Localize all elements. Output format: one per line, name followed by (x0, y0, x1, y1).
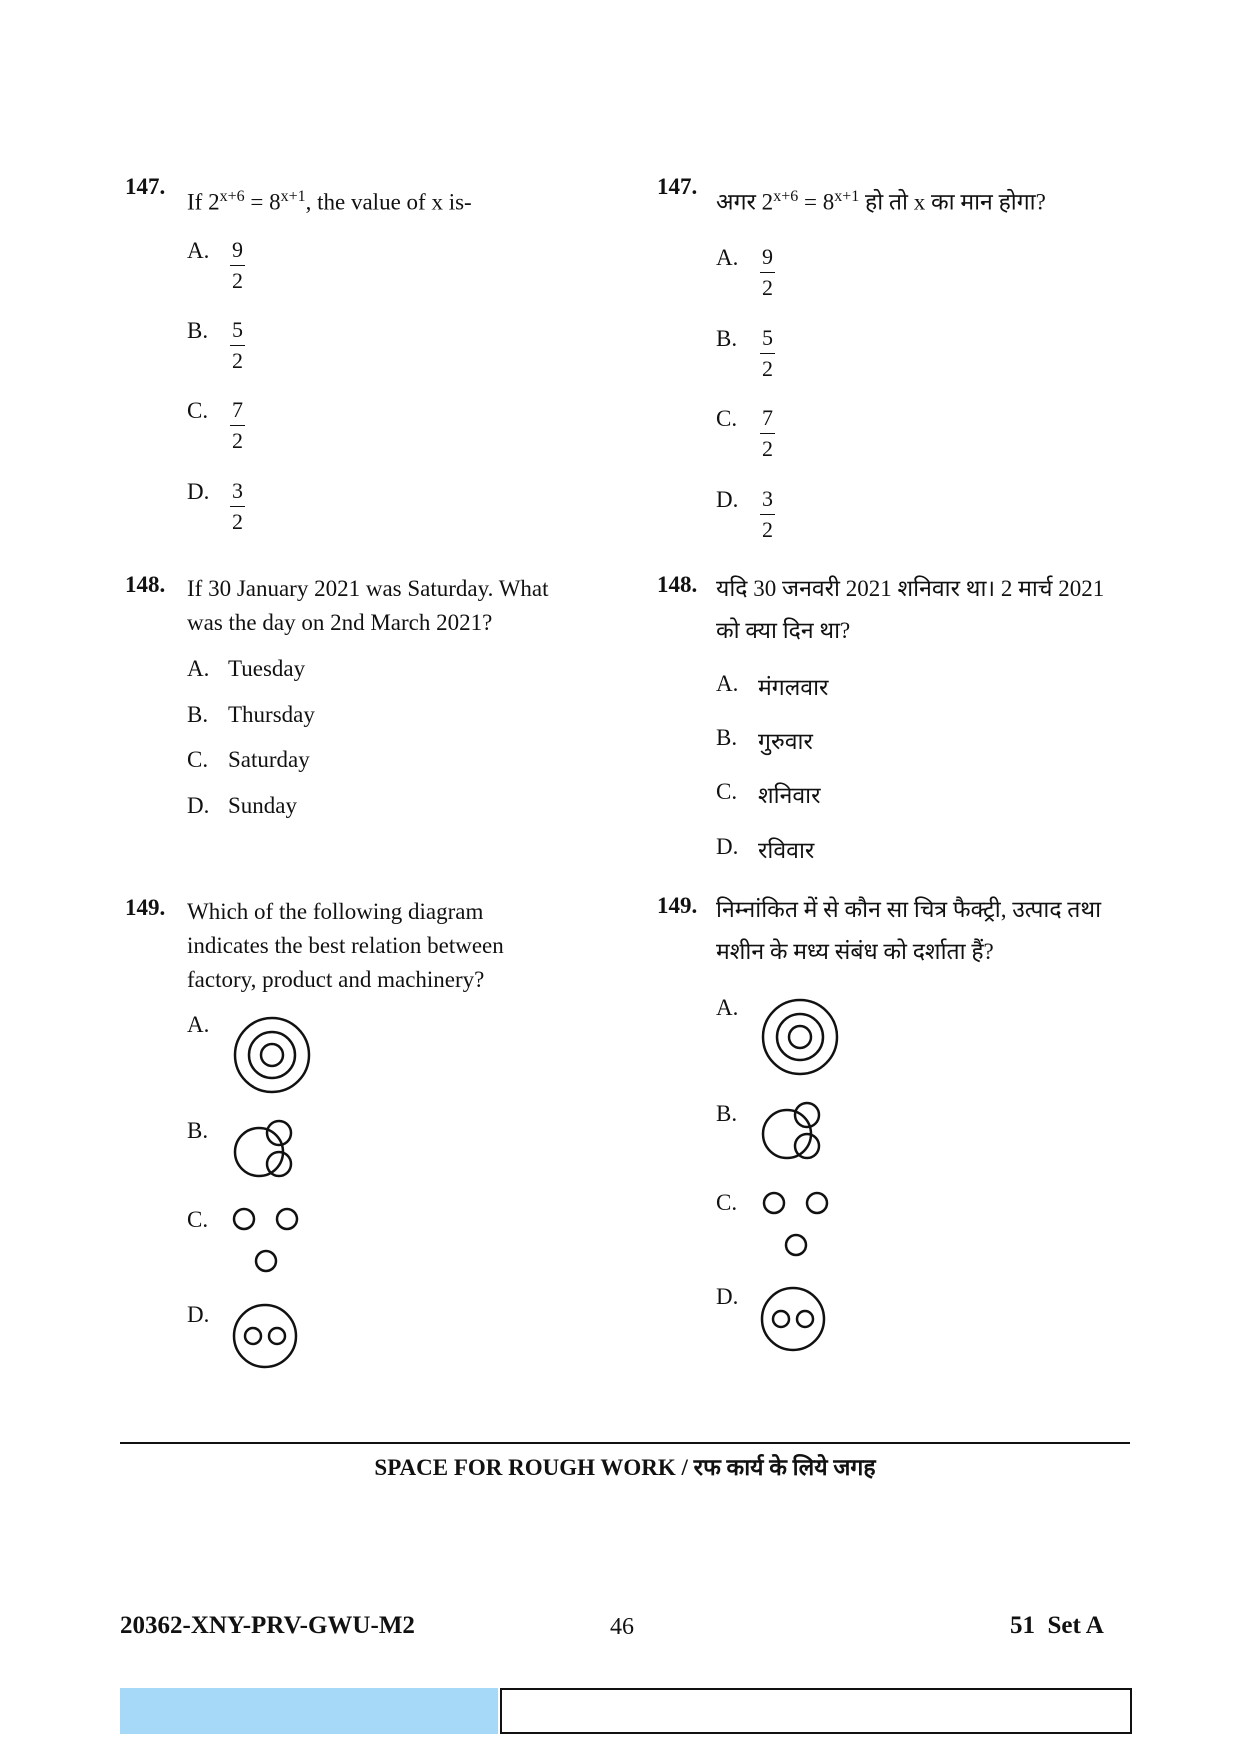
footer-color-bar (120, 1688, 498, 1734)
overlapping-circles-diagram (232, 1118, 302, 1188)
option-label: A. (716, 245, 739, 270)
option-fraction: $\frac{5}{2}$ (232, 317, 243, 373)
footer-empty-box (500, 1688, 1132, 1734)
question-text-line: मशीन के मध्य संबंध को दर्शाता हैं? (716, 939, 994, 964)
rough-work-divider (120, 1442, 1130, 1444)
question-number: 147. (657, 174, 698, 199)
question-text-line: indicates the best relation between (187, 933, 504, 958)
question-number: 149. (657, 893, 698, 918)
question-text-line: निम्नांकित में से कौन सा चित्र फैक्ट्री, उत्पाद तथा (716, 897, 1102, 922)
option-label: A. (187, 656, 210, 681)
option-text: रविवार (758, 838, 815, 863)
question-number: 149. (125, 895, 166, 920)
option-label: D. (716, 834, 739, 859)
option-label: C. (716, 779, 738, 804)
option-fraction: $\frac{7}{2}$ (232, 397, 243, 453)
option-label: A. (716, 671, 739, 696)
page-number: 46 (610, 1614, 634, 1640)
option-text: मंगलवार (758, 675, 829, 700)
set-label: 51 Set A (1010, 1612, 1104, 1639)
question-number: 148. (125, 572, 166, 597)
option-label: C. (716, 406, 738, 431)
question-text-line: If 30 January 2021 was Saturday. What (187, 576, 549, 601)
question-text-line: was the day on 2nd March 2021? (187, 610, 493, 635)
overlapping-circles-diagram (760, 1100, 830, 1170)
option-label: C. (716, 1190, 738, 1215)
option-text: शनिवार (758, 783, 821, 808)
option-text: Sunday (228, 793, 297, 818)
option-label: B. (187, 702, 209, 727)
option-fraction: $\frac{5}{2}$ (762, 325, 773, 381)
question-text-line: factory, product and machinery? (187, 967, 485, 992)
question-text: अगर $2^{x+6} = 8^{x+1}$ हो तो x का मान होगा? (716, 188, 1046, 215)
option-text: Saturday (228, 747, 310, 772)
option-label: B. (187, 1118, 209, 1143)
option-label: B. (716, 725, 738, 750)
option-fraction: $\frac{9}{2}$ (232, 237, 243, 293)
option-label: A. (187, 1012, 210, 1037)
option-label: B. (187, 318, 209, 343)
option-fraction: $\frac{3}{2}$ (762, 486, 773, 542)
separate-circles-diagram (230, 1205, 310, 1275)
option-label: C. (187, 747, 209, 772)
option-label: C. (187, 1207, 209, 1232)
option-label: B. (716, 326, 738, 351)
circle-with-two-inner-circles-diagram (232, 1303, 302, 1373)
question-text-line: को क्या दिन था? (716, 618, 851, 643)
option-text: Thursday (228, 702, 315, 727)
option-text: गुरुवार (758, 729, 813, 754)
rough-work-heading: SPACE FOR ROUGH WORK / रफ कार्य के लिये जगह (374, 1455, 876, 1480)
question-text-line: Which of the following diagram (187, 899, 484, 924)
option-label: A. (187, 238, 210, 263)
question-text: If $2^{x+6} = 8^{x+1}$, the value of x is- (187, 188, 472, 215)
option-label: D. (187, 479, 210, 504)
option-label: C. (187, 398, 209, 423)
option-text: Tuesday (228, 656, 306, 681)
option-label: A. (716, 995, 739, 1020)
option-label: D. (716, 1284, 739, 1309)
option-label: B. (716, 1101, 738, 1126)
question-number: 148. (657, 572, 698, 597)
option-label: D. (716, 487, 739, 512)
separate-circles-diagram (760, 1189, 840, 1259)
question-text-line: यदि 30 जनवरी 2021 शनिवार था। 2 मार्च 2021 (716, 576, 1105, 601)
option-label: D. (187, 1302, 210, 1327)
concentric-circles-diagram (232, 1015, 312, 1095)
concentric-circles-diagram (760, 997, 840, 1077)
option-fraction: $\frac{7}{2}$ (762, 405, 773, 461)
option-fraction: $\frac{3}{2}$ (232, 478, 243, 534)
option-label: D. (187, 793, 210, 818)
question-number: 147. (125, 174, 166, 199)
circle-with-two-inner-circles-diagram (760, 1286, 830, 1356)
option-fraction: $\frac{9}{2}$ (762, 244, 773, 300)
paper-code: 20362-XNY-PRV-GWU-M2 (120, 1612, 415, 1639)
